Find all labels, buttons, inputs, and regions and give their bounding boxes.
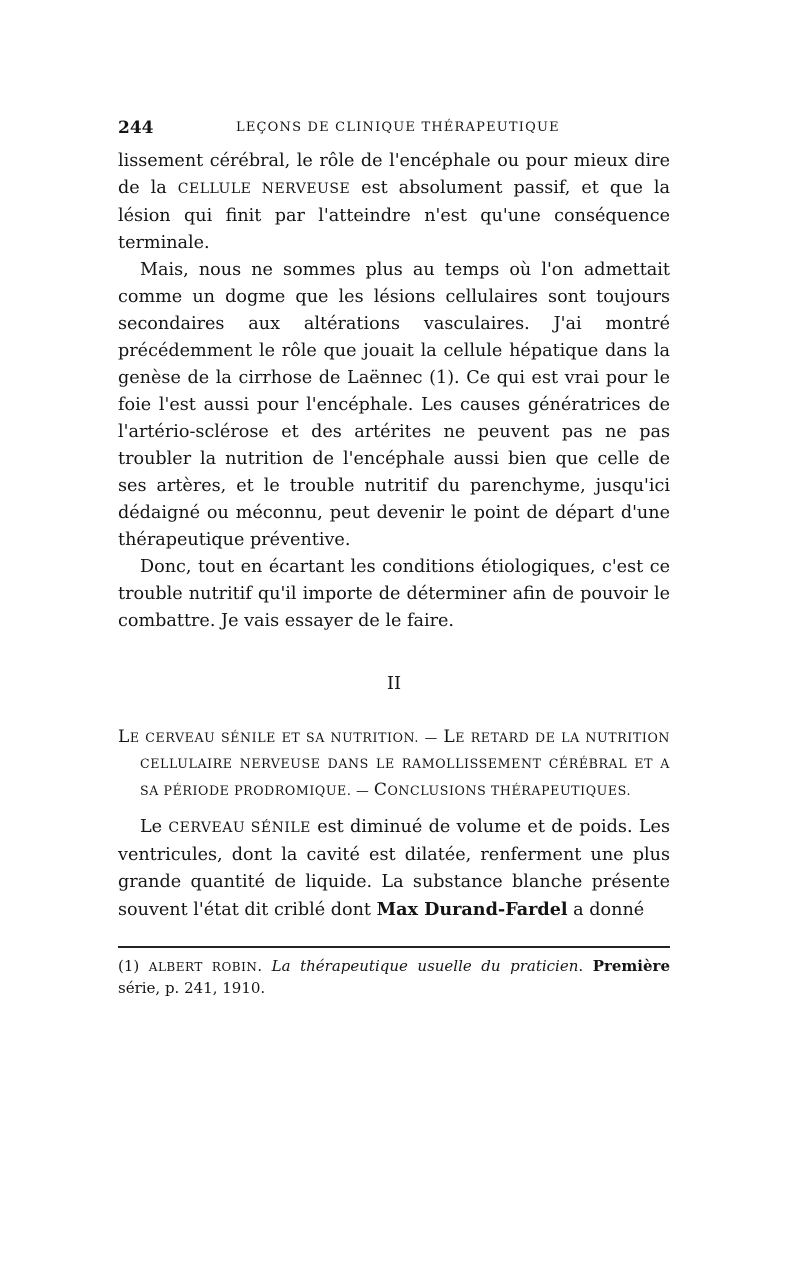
footnote — [118, 956, 670, 999]
footnote-divider — [118, 946, 670, 948]
footnote-marker: (1) — [118, 957, 149, 975]
paragraph-1-text-a: lissement cérébral, le rôle de l'encéphale ou pour mieux dire de la — [118, 151, 670, 198]
footnote-separator: . — [257, 957, 272, 975]
footnote-title: La thérapeutique usuelle du praticien — [271, 957, 579, 975]
footnote-series: Première — [592, 957, 670, 975]
summary-2-cap: L — [443, 727, 456, 747]
paragraph-4 — [118, 814, 670, 924]
running-title: LEÇONS DE CLINIQUE THÉRAPEUTIQUE — [236, 120, 560, 135]
section-summary — [118, 724, 670, 804]
summary-2-text: E RETARD DE LA NUTRITION CELLULAIRE NERVEUSE DANS LE RAMOLLISSEMENT CÉRÉBRAL ET A SA PÉRIODE PRODROMIQUE. — [140, 730, 670, 798]
author-name-bold: Max Durand-Fardel — [376, 899, 568, 920]
summary-3-cap: C — [373, 780, 388, 800]
paragraph-4-text-c: a donné — [567, 900, 645, 920]
summary-3-text: ONCLUSIONS THÉRAPEUTIQUES. — [387, 783, 632, 798]
paragraph-1-smallcaps: CELLULE NERVEUSE — [177, 181, 351, 197]
paragraph-4-text-b: est diminué de volume et de poids. Les ventricules, dont la cavité est dilatée, renferment une plus grande quantité de liquide. La substance blanche présente souvent l'état dit criblé dont — [118, 817, 670, 920]
page-header — [118, 118, 670, 148]
section-number: II — [386, 673, 402, 694]
paragraph-2: Mais, nous ne sommes plus au temps où l'on admettait comme un dogme que les lésions cellulaires sont toujours secondaires aux altérations vasculaires. J'ai montré précédemment le rôle que jouait la cellule hépatique dans la genèse de la cirrhose de Laënnec (1). Ce qui est vrai pour le foie l'est aussi pour l'encéphale. Les causes génératrices de l'artério-sclérose et des artérites ne peuvent pas ne pas troubler la nutrition de l'encéphale aussi bien que celle de ses artères, et le trouble nutritif du parenchyme, jusqu'ici dédaigné ou méconnu, peut devenir le point de départ d'une thérapeutique préventive. — [118, 260, 670, 550]
paragraph-3: Donc, tout en écartant les conditions étiologiques, c'est ce trouble nutritif qu'il importe de déterminer afin de pouvoir le combattre. Je vais essayer de le faire. — [118, 557, 670, 631]
paragraph-4-text-a: Le — [140, 817, 169, 837]
footnote-rest: série, p. 241, 1910. — [118, 979, 266, 997]
summary-1-cap: L — [118, 727, 130, 747]
footnote-author: ALBERT ROBIN — [148, 960, 258, 974]
footnote-separator-2: . — [578, 957, 593, 975]
summary-dash-1: — — [418, 730, 444, 745]
page-number: 244 — [118, 118, 154, 138]
paragraph-1 — [118, 148, 670, 257]
book-page — [118, 118, 670, 999]
paragraph-1-text-b: est absolument passif, et que la lésion qui finit par l'atteindre n'est qu'une conséquence terminale. — [118, 178, 670, 253]
summary-dash-2: — — [351, 783, 374, 798]
paragraph-4-smallcaps: CERVEAU SÉNILE — [168, 820, 311, 836]
summary-1-text: E CERVEAU SÉNILE ET SA NUTRITION. — [129, 730, 419, 745]
